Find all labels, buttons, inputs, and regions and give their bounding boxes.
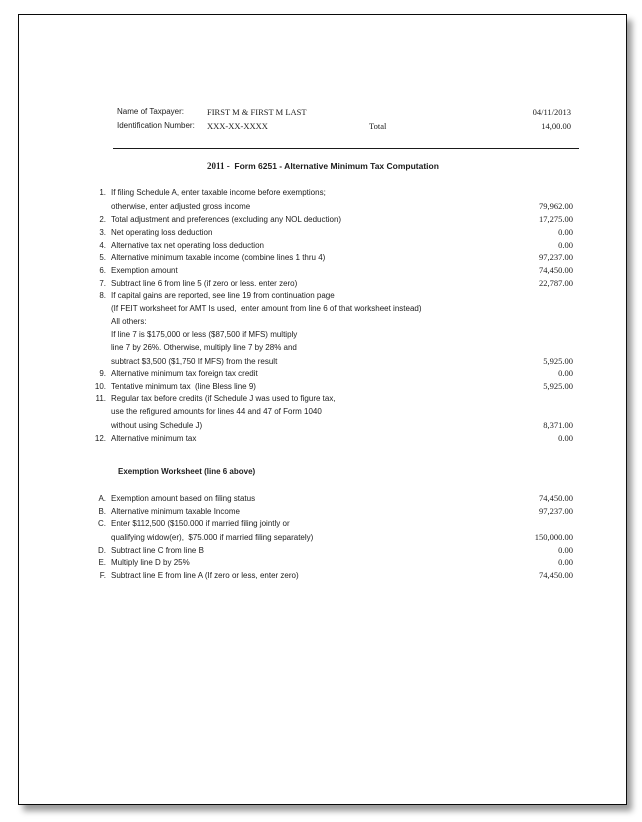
form-line-row — [90, 304, 573, 317]
header-divider — [113, 148, 579, 149]
line-label: All others: — [111, 316, 147, 326]
worksheet-line-list — [90, 493, 573, 583]
line-amount: 0.00 — [558, 544, 573, 555]
line-label: Alternative minimum tax foreign tax credit — [111, 369, 258, 379]
line-label: (If FEIT worksheet for AMT Is used, enter amount from line 6 of that worksheet instead) — [111, 304, 422, 314]
line-label: Exemption amount — [111, 266, 178, 276]
line-label: Tentative minimum tax (line Bless line 9) — [111, 382, 256, 392]
form-line-row — [90, 201, 573, 214]
header-row-name — [117, 107, 573, 120]
line-label: use the refigured amounts for lines 44 and 47 of Form 1040 — [111, 407, 322, 417]
form-line-row — [90, 493, 573, 506]
form-line-row — [90, 433, 573, 446]
line-number: 3. — [99, 227, 106, 237]
form-line-row — [90, 506, 573, 519]
line-number: C. — [98, 518, 106, 528]
line-amount: 79,962.00 — [539, 200, 573, 211]
form-line-row — [90, 532, 573, 545]
line-amount: 0.00 — [558, 432, 573, 443]
line-label: Net operating loss deduction — [111, 227, 213, 237]
line-number: B. — [98, 506, 106, 516]
line-number: 5. — [99, 253, 106, 263]
taxpayer-header — [117, 107, 573, 137]
line-amount: 0.00 — [558, 557, 573, 568]
line-label: If capital gains are reported, see line 19 from continuation page — [111, 291, 335, 301]
line-number: 11. — [95, 394, 106, 404]
line-amount: 17,275.00 — [539, 213, 573, 224]
line-label: subtract $3,500 ($1,750 If MFS) from the result — [111, 356, 278, 366]
form-line-row — [90, 291, 573, 304]
line-label: line 7 by 26%. Otherwise, multiply line 7 by 28% and — [111, 342, 297, 352]
total-label: Total — [369, 120, 387, 131]
line-amount: 0.00 — [558, 368, 573, 379]
form-line-row — [90, 188, 573, 201]
line-amount: 0.00 — [558, 226, 573, 237]
line-amount: 150,000.00 — [534, 531, 573, 542]
identification-number-label: Identification Number: — [117, 120, 195, 130]
form-line-row — [90, 407, 573, 420]
form-line-row — [90, 557, 573, 570]
exemption-worksheet-heading: Exemption Worksheet (line 6 above) — [118, 467, 256, 476]
line-amount: 97,237.00 — [539, 505, 573, 516]
form-line-row — [90, 330, 573, 343]
line-label: without using Schedule J) — [111, 421, 203, 431]
identification-number-value: XXX-XX-XXXX — [207, 120, 268, 131]
line-label: Total adjustment and preferences (excluding any NOL deduction) — [111, 214, 342, 224]
line-amount: 5,925.00 — [543, 381, 573, 392]
form-line-row — [90, 317, 573, 330]
line-amount: 0.00 — [558, 239, 573, 250]
line-number: F. — [99, 571, 106, 581]
name-of-taxpayer-label: Name of Taxpayer: — [117, 107, 184, 116]
line-label: Alternative minimum tax — [111, 433, 197, 443]
form-line-row — [90, 356, 573, 369]
line-amount: 74,450.00 — [539, 493, 573, 503]
line-label: otherwise, enter adjusted gross income — [111, 201, 251, 211]
line-number: E. — [98, 558, 106, 568]
line-amount: 74,450.00 — [539, 570, 573, 581]
form-line-row — [90, 519, 573, 532]
form-line-row — [90, 227, 573, 240]
form-line-row — [90, 368, 573, 381]
report-date: 04/11/2013 — [532, 107, 571, 117]
document-page — [18, 14, 627, 805]
line-amount: 22,787.00 — [539, 278, 573, 289]
form-line-row — [90, 265, 573, 278]
form-title-text: Form 6251 - Alternative Minimum Tax Computation — [232, 161, 439, 171]
line-label: qualifying widow(er), $75.000 if married filing separately) — [111, 532, 314, 542]
form-line-row — [90, 252, 573, 265]
form-title — [113, 161, 533, 171]
line-label: Exemption amount based on filing status — [111, 494, 256, 503]
line-label: Multiply line D by 25% — [111, 558, 190, 568]
line-label: If filing Schedule A, enter taxable income before exemptions; — [111, 188, 326, 197]
line-number: 2. — [99, 214, 106, 224]
line-number: 12. — [94, 433, 106, 443]
line-number: 7. — [99, 279, 106, 289]
line-amount: 5,925.00 — [543, 355, 573, 366]
form-line-row — [90, 394, 573, 407]
form-line-row — [90, 545, 573, 558]
line-number: 4. — [99, 240, 106, 250]
taxpayer-name-value: FIRST M & FIRST M LAST — [207, 107, 307, 117]
total-amount: 14,00.00 — [541, 120, 571, 131]
line-number: D. — [98, 545, 106, 555]
line-label: Alternative minimum taxable income (combine lines 1 thru 4) — [111, 253, 326, 263]
form-line-list — [90, 188, 573, 446]
line-label: Subtract line E from line A (If zero or less, enter zero) — [111, 571, 299, 581]
line-label: If line 7 is $175,000 or less ($87,500 if MFS) multiply — [111, 329, 298, 339]
line-amount: 74,450.00 — [539, 265, 573, 276]
line-label: Subtract line C from line B — [111, 545, 204, 555]
form-line-row — [90, 381, 573, 394]
line-label: Enter $112,500 ($150.000 if married filing jointly or — [111, 518, 290, 528]
form-line-row — [90, 343, 573, 356]
form-line-row — [90, 420, 573, 433]
line-number: 1. — [99, 188, 106, 197]
line-number: 8. — [99, 291, 106, 301]
line-label: Alternative minimum taxable Income — [111, 506, 240, 516]
header-row-id — [117, 121, 573, 134]
line-label: Regular tax before credits (if Schedule J was used to figure tax, — [111, 394, 336, 404]
line-number: 6. — [99, 266, 106, 276]
line-number: A. — [98, 494, 106, 503]
form-title-year: 2011 - — [207, 161, 233, 171]
form-line-row — [90, 278, 573, 291]
line-label: Subtract line 6 from line 5 (if zero or less. enter zero) — [111, 279, 298, 289]
line-label: Alternative tax net operating loss deduction — [111, 240, 264, 250]
line-number: 9. — [99, 369, 106, 379]
line-number: 10. — [94, 382, 106, 392]
form-line-row — [90, 570, 573, 583]
form-line-row — [90, 240, 573, 253]
line-amount: 97,237.00 — [539, 252, 573, 263]
form-line-row — [90, 214, 573, 227]
line-amount: 8,371.00 — [543, 420, 573, 431]
